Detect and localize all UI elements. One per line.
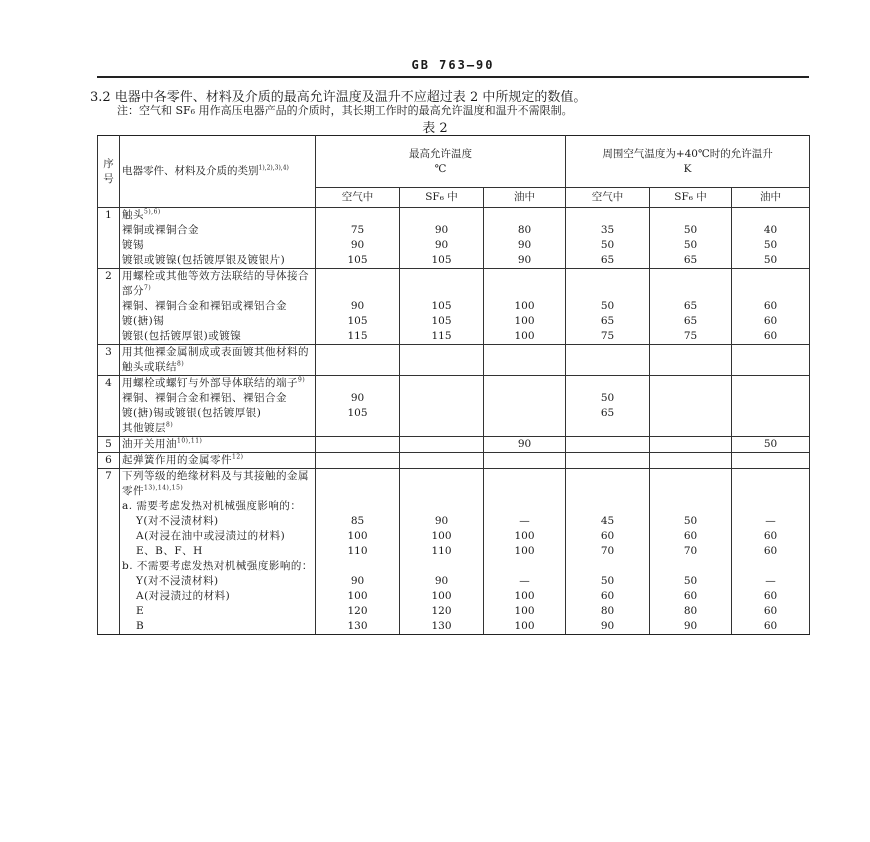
row-number <box>98 238 120 253</box>
cell-sf6-rise <box>650 453 732 469</box>
cell-air-rise <box>566 499 650 514</box>
cell-oil-temp: 90 <box>484 238 566 253</box>
header-maxtemp-label: 最高允许温度 <box>409 147 473 160</box>
row-item-footnote: 12) <box>232 453 244 461</box>
subheader-sf6-temp: SF₆ 中 <box>400 188 484 208</box>
cell-air-temp <box>316 499 400 514</box>
cell-sf6-temp <box>400 391 484 406</box>
cell-oil-rise: 60 <box>732 529 810 544</box>
cell-sf6-rise <box>650 437 732 453</box>
row-item-label: 裸铜或裸铜合金 <box>122 224 199 236</box>
cell-sf6-rise: 70 <box>650 544 732 559</box>
row-item-footnote: 5),6) <box>144 208 161 216</box>
cell-sf6-rise <box>650 559 732 574</box>
section-text: 3.2 电器中各零件、材料及介质的最高允许温度及温升不应超过表 2 中所规定的数值。 <box>90 90 587 105</box>
cell-sf6-rise <box>650 421 732 437</box>
cell-oil-temp <box>484 269 566 300</box>
row-item-footnote: 8) <box>166 421 174 429</box>
cell-air-rise: 65 <box>566 406 650 421</box>
cell-sf6-temp <box>400 269 484 300</box>
cell-air-rise: 90 <box>566 619 650 635</box>
cell-sf6-temp <box>400 345 484 376</box>
row-item-footnote: 9) <box>298 376 306 384</box>
cell-air-rise: 65 <box>566 253 650 269</box>
table-row <box>98 469 810 500</box>
cell-oil-rise: 60 <box>732 544 810 559</box>
row-item-label: 镀银(包括镀厚银)或镀镍 <box>122 330 242 342</box>
cell-sf6-rise <box>650 406 732 421</box>
table-row <box>98 223 810 238</box>
cell-air-rise: 80 <box>566 604 650 619</box>
cell-air-temp: 90 <box>316 299 400 314</box>
row-number <box>98 421 120 437</box>
cell-sf6-temp: 120 <box>400 604 484 619</box>
table-row <box>98 529 810 544</box>
cell-oil-rise: 60 <box>732 589 810 604</box>
cell-air-rise: 35 <box>566 223 650 238</box>
cell-sf6-temp: 90 <box>400 574 484 589</box>
cell-air-temp: 75 <box>316 223 400 238</box>
cell-air-rise <box>566 345 650 376</box>
cell-sf6-rise <box>650 499 732 514</box>
cell-oil-temp <box>484 406 566 421</box>
cell-sf6-rise: 50 <box>650 223 732 238</box>
cell-air-temp <box>316 469 400 500</box>
row-item-label: E <box>136 605 145 617</box>
subheader-sf6-rise: SF₆ 中 <box>650 188 732 208</box>
cell-air-temp: 90 <box>316 391 400 406</box>
table-row <box>98 314 810 329</box>
cell-sf6-rise: 50 <box>650 574 732 589</box>
row-number <box>98 499 120 514</box>
row-number <box>98 329 120 345</box>
row-item-footnote: 7) <box>144 284 152 292</box>
cell-oil-rise <box>732 469 810 500</box>
cell-oil-temp: 90 <box>484 253 566 269</box>
cell-sf6-temp: 105 <box>400 299 484 314</box>
standard-number: GB 763—90 <box>411 58 495 72</box>
cell-oil-rise: — <box>732 514 810 529</box>
cell-oil-rise <box>732 406 810 421</box>
cell-air-temp <box>316 208 400 224</box>
cell-air-rise: 50 <box>566 238 650 253</box>
cell-sf6-temp: 105 <box>400 314 484 329</box>
cell-oil-temp <box>484 469 566 500</box>
cell-sf6-temp: 105 <box>400 253 484 269</box>
table-row <box>98 574 810 589</box>
cell-sf6-rise <box>650 345 732 376</box>
cell-air-rise: 70 <box>566 544 650 559</box>
table-row <box>98 376 810 392</box>
cell-air-temp: 90 <box>316 574 400 589</box>
header-rise-label: 周围空气温度为+40℃时的允许温升 <box>602 147 773 160</box>
cell-air-temp <box>316 437 400 453</box>
table-row <box>98 345 810 376</box>
page-header <box>97 58 809 74</box>
cell-oil-rise <box>732 499 810 514</box>
row-item-label: 下列等级的绝缘材料及与其接触的金属零件 <box>122 470 309 497</box>
table-row <box>98 269 810 300</box>
table-row <box>98 238 810 253</box>
row-item <box>120 574 316 589</box>
cell-sf6-temp: 90 <box>400 514 484 529</box>
row-item-label: A(对浸渍过的材料) <box>136 590 231 602</box>
cell-air-rise <box>566 437 650 453</box>
cell-air-rise: 60 <box>566 529 650 544</box>
cell-air-rise: 60 <box>566 589 650 604</box>
cell-air-rise <box>566 208 650 224</box>
cell-oil-rise: 50 <box>732 253 810 269</box>
cell-air-rise <box>566 421 650 437</box>
cell-sf6-rise <box>650 391 732 406</box>
row-item-label: 用其他裸金属制成或表面镀其他材料的触头或联结 <box>122 346 309 373</box>
row-number <box>98 253 120 269</box>
row-number: 7 <box>98 469 120 500</box>
cell-sf6-rise: 60 <box>650 589 732 604</box>
cell-sf6-temp: 90 <box>400 223 484 238</box>
cell-oil-temp: 100 <box>484 619 566 635</box>
cell-sf6-temp <box>400 208 484 224</box>
cell-air-rise: 75 <box>566 329 650 345</box>
cell-oil-temp: 90 <box>484 437 566 453</box>
row-item <box>120 499 316 514</box>
cell-air-rise <box>566 559 650 574</box>
cell-oil-rise: 60 <box>732 619 810 635</box>
cell-sf6-temp <box>400 499 484 514</box>
row-number <box>98 589 120 604</box>
cell-sf6-temp <box>400 559 484 574</box>
cell-oil-rise: 60 <box>732 299 810 314</box>
table-row <box>98 421 810 437</box>
cell-air-temp: 120 <box>316 604 400 619</box>
header-rise-unit: K <box>683 162 692 175</box>
header-rise <box>566 136 810 188</box>
cell-oil-rise <box>732 376 810 392</box>
row-number: 5 <box>98 437 120 453</box>
cell-oil-temp: 100 <box>484 329 566 345</box>
cell-sf6-rise: 50 <box>650 238 732 253</box>
table-row <box>98 253 810 269</box>
row-item <box>120 299 316 314</box>
cell-air-temp: 110 <box>316 544 400 559</box>
row-item-label: 起弹簧作用的金属零件 <box>122 454 232 466</box>
row-number <box>98 406 120 421</box>
cell-sf6-temp <box>400 453 484 469</box>
cell-air-rise <box>566 453 650 469</box>
table-row <box>98 406 810 421</box>
row-number <box>98 604 120 619</box>
row-item-label: 镀银或镀镍(包括镀厚银及镀银片) <box>122 254 286 266</box>
row-number <box>98 223 120 238</box>
row-item <box>120 208 316 224</box>
subheader-oil-rise: 油中 <box>732 188 810 208</box>
cell-sf6-temp <box>400 469 484 500</box>
cell-oil-rise: 60 <box>732 329 810 345</box>
cell-sf6-temp <box>400 376 484 392</box>
cell-oil-rise <box>732 453 810 469</box>
note-text: 注：空气和 SF₆ 用作高压电器产品的介质时，其长期工作时的最高允许温度和温升不需限制。 <box>117 104 573 117</box>
cell-oil-temp <box>484 376 566 392</box>
cell-air-temp: 105 <box>316 253 400 269</box>
table-row <box>98 499 810 514</box>
row-item-label: 镀(搪)锡或镀银(包括镀厚银) <box>122 407 262 419</box>
cell-sf6-temp: 115 <box>400 329 484 345</box>
row-number <box>98 514 120 529</box>
cell-air-temp: 90 <box>316 238 400 253</box>
table-row <box>98 391 810 406</box>
cell-sf6-rise: 50 <box>650 514 732 529</box>
row-item <box>120 453 316 469</box>
subheader-air-rise: 空气中 <box>566 188 650 208</box>
cell-oil-temp <box>484 421 566 437</box>
row-item <box>120 253 316 269</box>
row-item <box>120 421 316 437</box>
row-number: 3 <box>98 345 120 376</box>
cell-oil-temp: 100 <box>484 299 566 314</box>
cell-oil-temp: 100 <box>484 529 566 544</box>
row-item <box>120 604 316 619</box>
row-number: 1 <box>98 208 120 224</box>
row-item-label: 裸铜、裸铜合金和裸铝、裸铝合金 <box>122 392 287 404</box>
cell-sf6-rise: 60 <box>650 529 732 544</box>
cell-sf6-rise <box>650 376 732 392</box>
row-item <box>120 314 316 329</box>
row-number <box>98 559 120 574</box>
table-row <box>98 604 810 619</box>
cell-air-temp: 105 <box>316 314 400 329</box>
row-item <box>120 514 316 529</box>
cell-air-temp: 130 <box>316 619 400 635</box>
cell-oil-temp <box>484 453 566 469</box>
header-item-label: 电器零件、材料及介质的类别 <box>122 165 259 177</box>
cell-air-temp: 115 <box>316 329 400 345</box>
cell-oil-rise <box>732 345 810 376</box>
row-item <box>120 529 316 544</box>
row-item-footnote: 13),14),15) <box>144 484 184 492</box>
table-row <box>98 208 810 224</box>
row-item <box>120 329 316 345</box>
row-number <box>98 299 120 314</box>
cell-sf6-rise: 65 <box>650 314 732 329</box>
row-item <box>120 469 316 500</box>
cell-air-rise: 65 <box>566 314 650 329</box>
row-item-label: a. 需要考虑发热对机械强度影响的： <box>122 500 302 512</box>
cell-oil-rise: — <box>732 574 810 589</box>
cell-air-temp <box>316 453 400 469</box>
cell-sf6-rise: 65 <box>650 299 732 314</box>
table-row <box>98 453 810 469</box>
subheader-air-temp: 空气中 <box>316 188 400 208</box>
cell-sf6-temp <box>400 437 484 453</box>
cell-air-temp <box>316 559 400 574</box>
table-row <box>98 619 810 635</box>
cell-sf6-rise: 75 <box>650 329 732 345</box>
row-item <box>120 437 316 453</box>
cell-oil-rise: 40 <box>732 223 810 238</box>
row-number <box>98 619 120 635</box>
cell-oil-rise <box>732 421 810 437</box>
header-no-label: 序号 <box>103 157 114 185</box>
cell-sf6-rise: 90 <box>650 619 732 635</box>
cell-air-temp <box>316 345 400 376</box>
cell-sf6-temp <box>400 421 484 437</box>
cell-oil-temp <box>484 391 566 406</box>
row-item-label: A(对浸在油中或浸渍过的材料) <box>136 530 286 542</box>
row-item <box>120 238 316 253</box>
row-number <box>98 574 120 589</box>
temperature-limits-table <box>97 135 810 635</box>
subheader-oil-temp: 油中 <box>484 188 566 208</box>
cell-air-temp <box>316 421 400 437</box>
row-item-label: 触头 <box>122 209 144 221</box>
table-row <box>98 329 810 345</box>
row-item-label: b. 不需要考虑发热对机械强度影响的： <box>122 560 313 572</box>
table-row <box>98 589 810 604</box>
table-row <box>98 514 810 529</box>
row-item <box>120 406 316 421</box>
cell-air-rise: 50 <box>566 299 650 314</box>
cell-air-temp: 85 <box>316 514 400 529</box>
table-row <box>98 299 810 314</box>
cell-air-rise <box>566 469 650 500</box>
cell-air-rise: 50 <box>566 391 650 406</box>
header-maxtemp-unit: ℃ <box>434 162 447 175</box>
row-item <box>120 345 316 376</box>
cell-sf6-temp: 130 <box>400 619 484 635</box>
header-item-footnote: 1),2),3),4) <box>258 164 289 172</box>
row-item <box>120 391 316 406</box>
cell-oil-temp <box>484 208 566 224</box>
cell-sf6-temp: 90 <box>400 238 484 253</box>
header-rule <box>97 76 809 78</box>
cell-oil-temp: 100 <box>484 604 566 619</box>
row-item-label: E、B、F、H <box>136 545 203 557</box>
row-item-label: 用螺栓或螺钉与外部导体联结的端子 <box>122 377 298 389</box>
row-item-label: 油开关用油 <box>122 438 177 450</box>
row-item-label: 其他镀层 <box>122 422 166 434</box>
cell-oil-rise: 60 <box>732 604 810 619</box>
cell-sf6-rise <box>650 469 732 500</box>
cell-sf6-rise: 65 <box>650 253 732 269</box>
cell-oil-rise <box>732 208 810 224</box>
cell-air-temp: 100 <box>316 529 400 544</box>
row-item <box>120 559 316 574</box>
cell-oil-rise: 50 <box>732 437 810 453</box>
row-number: 4 <box>98 376 120 392</box>
cell-oil-rise <box>732 391 810 406</box>
cell-oil-temp: 100 <box>484 589 566 604</box>
row-number <box>98 391 120 406</box>
cell-oil-temp: 80 <box>484 223 566 238</box>
row-item <box>120 544 316 559</box>
cell-oil-temp <box>484 499 566 514</box>
row-number <box>98 544 120 559</box>
cell-air-rise: 45 <box>566 514 650 529</box>
cell-air-temp: 100 <box>316 589 400 604</box>
cell-air-rise <box>566 376 650 392</box>
cell-air-temp: 105 <box>316 406 400 421</box>
row-item-label: 裸铜、裸铜合金和裸铝或裸铝合金 <box>122 300 287 312</box>
row-item-label: B <box>136 620 145 632</box>
cell-air-temp <box>316 269 400 300</box>
cell-sf6-temp <box>400 406 484 421</box>
row-item <box>120 269 316 300</box>
row-item <box>120 376 316 392</box>
table-row <box>98 559 810 574</box>
cell-oil-temp: — <box>484 574 566 589</box>
row-item-label: 镀(搪)锡 <box>122 315 165 327</box>
row-item-label: 镀锡 <box>122 239 144 251</box>
cell-sf6-temp: 100 <box>400 529 484 544</box>
cell-oil-rise: 60 <box>732 314 810 329</box>
cell-air-temp <box>316 376 400 392</box>
cell-oil-rise: 50 <box>732 238 810 253</box>
row-item-label: 用螺栓或其他等效方法联结的导体接合部分 <box>122 270 309 297</box>
cell-oil-rise <box>732 559 810 574</box>
row-number: 2 <box>98 269 120 300</box>
cell-sf6-rise: 80 <box>650 604 732 619</box>
cell-sf6-temp: 100 <box>400 589 484 604</box>
row-item <box>120 223 316 238</box>
row-item <box>120 619 316 635</box>
cell-air-rise <box>566 269 650 300</box>
header-no <box>98 136 120 208</box>
cell-sf6-rise <box>650 269 732 300</box>
row-item-footnote: 10),11) <box>177 437 203 445</box>
header-item <box>120 136 316 208</box>
row-number: 6 <box>98 453 120 469</box>
header-maxtemp <box>316 136 566 188</box>
row-item-label: Y(对不浸渍材料) <box>136 575 219 587</box>
cell-oil-temp: — <box>484 514 566 529</box>
cell-oil-rise <box>732 269 810 300</box>
cell-oil-temp: 100 <box>484 544 566 559</box>
cell-air-rise: 50 <box>566 574 650 589</box>
row-number <box>98 314 120 329</box>
row-item-footnote: 8) <box>177 360 185 368</box>
table-title: 表 2 <box>422 121 448 136</box>
row-number <box>98 529 120 544</box>
cell-oil-temp: 100 <box>484 314 566 329</box>
row-item-label: Y(对不浸渍材料) <box>136 515 219 527</box>
cell-oil-temp <box>484 345 566 376</box>
row-item <box>120 589 316 604</box>
cell-oil-temp <box>484 559 566 574</box>
cell-sf6-temp: 110 <box>400 544 484 559</box>
table-row <box>98 544 810 559</box>
table-row <box>98 437 810 453</box>
cell-sf6-rise <box>650 208 732 224</box>
